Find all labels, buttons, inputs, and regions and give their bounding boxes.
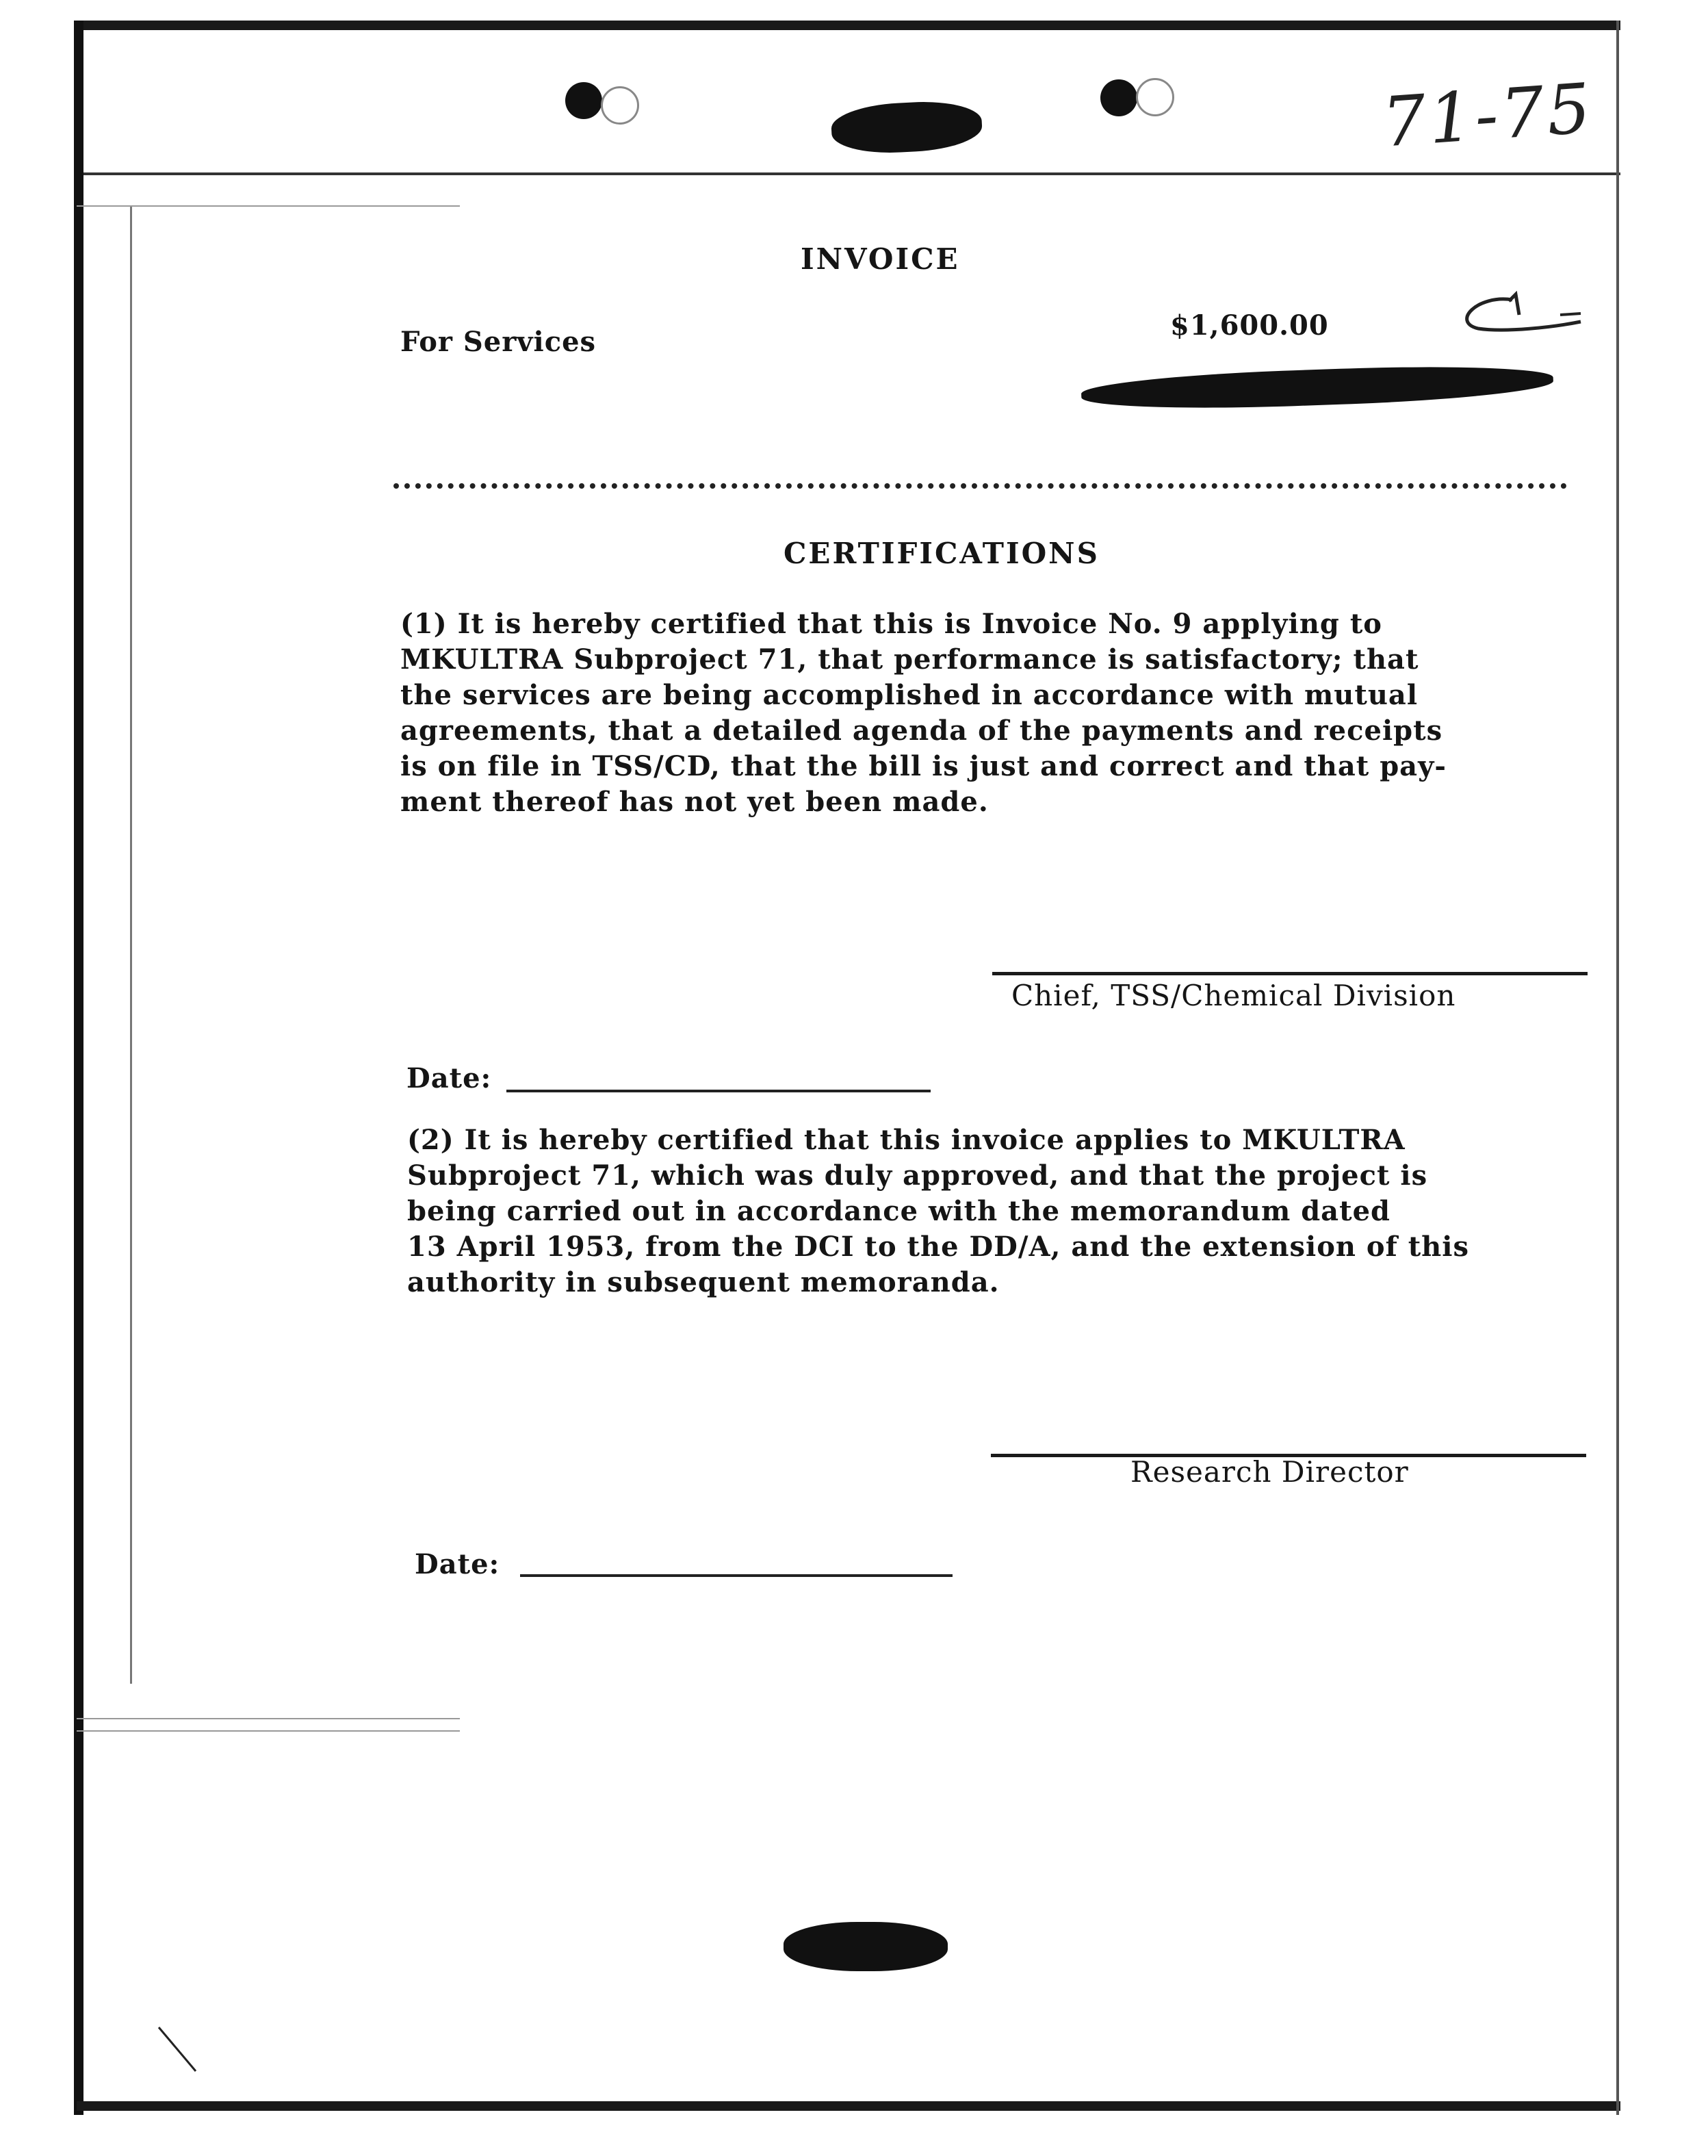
cert1-line: the services are being accomplished in accordance with mutual (400, 679, 1419, 711)
cert2-line: (2) It is hereby certified that this invoice applies to MKULTRA (407, 1124, 1406, 1156)
certification-1 (400, 606, 1564, 820)
invoice-title: INVOICE (801, 242, 960, 276)
section-divider (393, 483, 1567, 489)
cert1-line: ment thereof has not yet been made. (400, 786, 989, 818)
page-right-border (1616, 21, 1619, 2115)
scan-line (77, 1730, 460, 1732)
certifications-title: CERTIFICATIONS (784, 537, 1100, 570)
redaction-mark (784, 1922, 948, 1971)
page-left-border (74, 21, 83, 2115)
date-1-line (506, 1090, 931, 1092)
invoice-amount: $1,600.00 (1170, 309, 1329, 342)
signature-line-1 (992, 972, 1588, 975)
header-rule (77, 172, 1620, 175)
certification-2 (407, 1122, 1570, 1300)
inner-margin-line (130, 205, 132, 1684)
cert2-line: authority in subsequent memoranda. (407, 1266, 1000, 1298)
signature-2-title: Research Director (1130, 1455, 1409, 1489)
handwritten-initial (1451, 287, 1588, 335)
scan-line (77, 205, 460, 207)
cert2-line: being carried out in accordance with the memorandum dated (407, 1195, 1390, 1227)
date-2-label: Date: (415, 1548, 500, 1580)
cert1-line: agreements, that a detailed agenda of the payments and receipts (400, 715, 1443, 747)
page-top-border (77, 21, 1620, 30)
date-2-line (520, 1574, 953, 1577)
page-bottom-border (77, 2101, 1620, 2111)
scan-line (77, 1718, 460, 1719)
date-1-label: Date: (406, 1062, 492, 1094)
handwritten-reference: 71-75 (1380, 68, 1596, 163)
redaction-mark (1081, 361, 1553, 413)
cert1-line: is on file in TSS/CD, that the bill is just and correct and that pay- (400, 750, 1447, 782)
cert1-line: (1) It is hereby certified that this is Invoice No. 9 applying to (400, 608, 1382, 640)
cert2-line: 13 April 1953, from the DCI to the DD/A, and the extension of this (407, 1231, 1469, 1263)
redaction-mark (830, 99, 983, 155)
scan-mark (157, 2026, 198, 2074)
punch-hole (1100, 79, 1137, 116)
punch-hole (565, 82, 602, 119)
cert2-line: Subproject 71, which was duly approved, and that the project is (407, 1159, 1428, 1192)
for-services-label: For Services (400, 326, 597, 358)
cert1-line: MKULTRA Subproject 71, that performance is satisfactory; that (400, 643, 1419, 676)
punch-hole-ring (601, 86, 639, 125)
punch-hole-ring (1136, 78, 1174, 116)
signature-1-title: Chief, TSS/Chemical Division (1011, 979, 1456, 1012)
